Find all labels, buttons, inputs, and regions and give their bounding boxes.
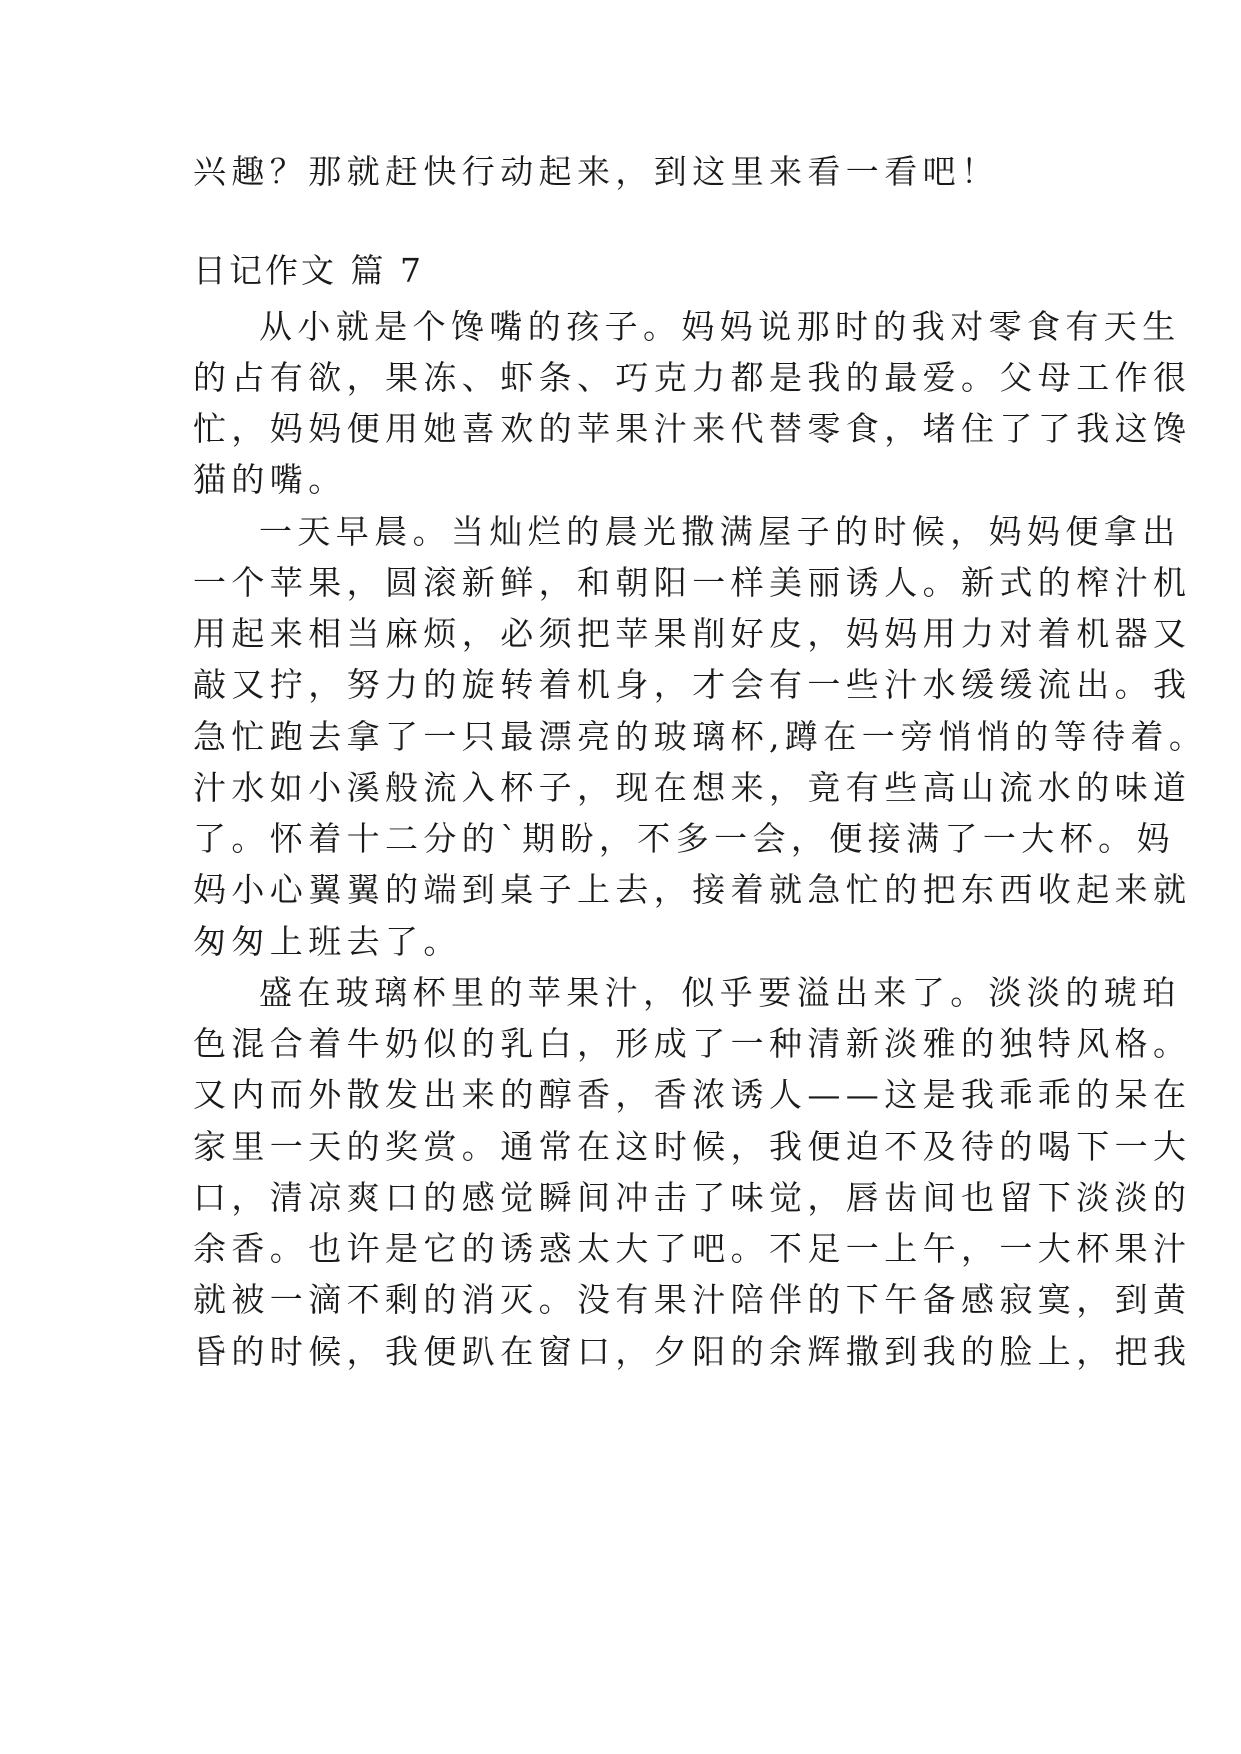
paragraph-2-line-5: 急忙跑去拿了一只最漂亮的玻璃杯,蹲在一旁悄悄的等待着。	[193, 717, 1208, 756]
paragraph-2-line-9: 匆匆上班去了。	[193, 922, 462, 961]
paragraph-3-line-5: 口，清凉爽口的感觉瞬间冲击了味觉，唇齿间也留下淡淡的	[193, 1178, 1192, 1217]
paragraph-2-line-8: 妈小心翼翼的端到桌子上去，接着就急忙的把东西收起来就	[193, 870, 1192, 909]
paragraph-2-line-1: 一天早晨。当灿烂的晨光撒满屋子的时候，妈妈便拿出	[259, 512, 1181, 551]
paragraph-3-line-1: 盛在玻璃杯里的苹果汁，似乎要溢出来了。淡淡的琥珀	[259, 973, 1181, 1012]
paragraph-3-line-2: 色混合着牛奶似的乳白，形成了一种清新淡雅的独特风格。	[193, 1024, 1192, 1063]
paragraph-2-line-6: 汁水如小溪般流入杯子，现在想来，竟有些高山流水的味道	[193, 768, 1192, 807]
paragraph-2-line-4: 敲又拧，努力的旋转着机身，才会有一些汁水缓缓流出。我	[193, 665, 1192, 704]
paragraph-3-line-8: 昏的时候，我便趴在窗口，夕阳的余辉撒到我的脸上，把我	[193, 1332, 1192, 1371]
paragraph-1-line-2: 的占有欲，果冻、虾条、巧克力都是我的最爱。父母工作很	[193, 358, 1192, 397]
paragraph-3-line-6: 余香。也许是它的诱惑太大了吧。不足一上午，一大杯果汁	[193, 1229, 1192, 1268]
paragraph-2-line-3: 用起来相当麻烦，必须把苹果削好皮，妈妈用力对着机器又	[193, 614, 1192, 653]
carryover-line: 兴趣？那就赶快行动起来，到这里来看一看吧！	[193, 152, 1000, 191]
section-title: 日记作文 篇 7	[193, 251, 424, 290]
paragraph-2-line-7: 了。怀着十二分的`期盼，不多一会，便接满了一大杯。妈	[193, 819, 1175, 858]
paragraph-3-line-7: 就被一滴不剩的消灭。没有果汁陪伴的下午备感寂寞，到黄	[193, 1280, 1192, 1319]
paragraph-3-line-4: 家里一天的奖赏。通常在这时候，我便迫不及待的喝下一大	[193, 1127, 1192, 1166]
paragraph-1-line-1: 从小就是个馋嘴的孩子。妈妈说那时的我对零食有天生	[259, 307, 1181, 346]
paragraph-2-line-2: 一个苹果，圆滚新鲜，和朝阳一样美丽诱人。新式的榨汁机	[193, 563, 1192, 602]
paragraph-1-line-3: 忙，妈妈便用她喜欢的苹果汁来代替零食，堵住了了我这馋	[193, 409, 1192, 448]
paragraph-3-line-3: 又内而外散发出来的醇香，香浓诱人——这是我乖乖的呆在	[193, 1075, 1192, 1114]
paragraph-1-line-4: 猫的嘴。	[193, 460, 347, 499]
